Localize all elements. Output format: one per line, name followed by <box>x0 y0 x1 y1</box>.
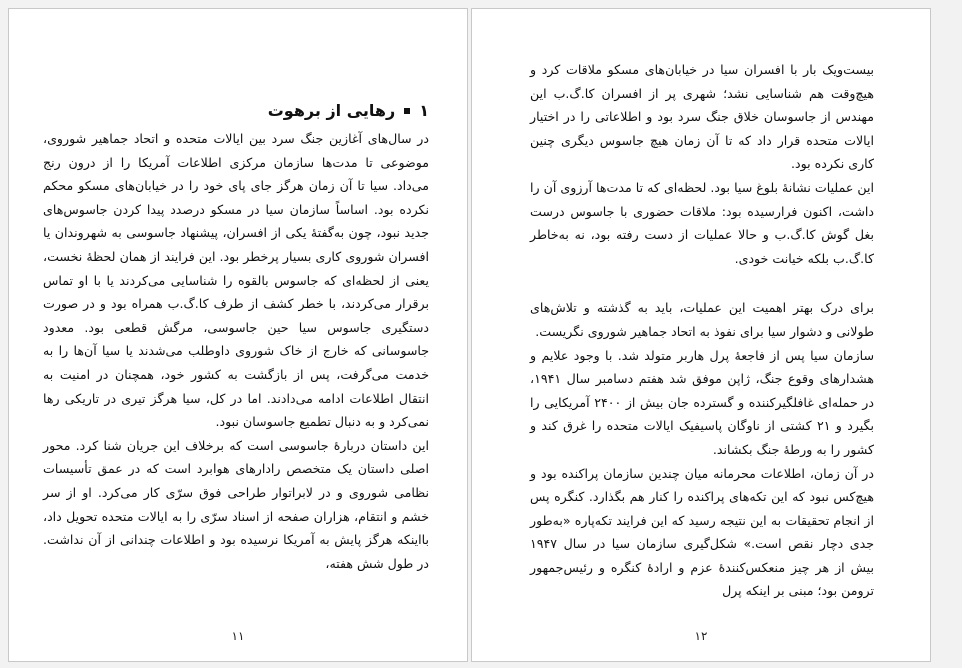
chapter-heading <box>43 95 429 127</box>
chapter-bullet-icon <box>404 108 410 114</box>
page-right-content <box>530 58 874 603</box>
page-left <box>8 8 468 662</box>
chapter-title: رهایی از برهوت <box>267 101 396 120</box>
page-number: ۱۲ <box>694 629 708 643</box>
paragraph: این داستان دربارهٔ جاسوسی است که برخلاف این جریان شنا کرد. محور اصلی داستان یک متخصص رادارهای هوابرد است که در عمق تأسیسات نظامی شوروی و در لابراتوار طراحی فوق سرّی کار می‌کرد. او از سر خشم و انتقام، هزاران صفحه از اسناد سرّی را به ایالات متحده تحویل داد، بااینکه هرگز پایش به آمریکا نرسیده بود و اطلاعات چندانی از آن نداشت. در طول شش هفته، <box>43 437 429 571</box>
paragraph: بیست‌ویک بار با افسران سیا در خیابان‌های مسکو ملاقات کرد و هیچ‌وقت هم شناسایی نشد؛ شهری پر از افسران کا.گ.ب این مهندس از جاسوسان خلاق جنگ سرد بود و اطلاعاتی را در اختیار ایالات متحده قرار داد که تا آن زمان هیچ جاسوس دیگری چنین کاری نکرده بود. <box>530 62 874 172</box>
paragraph: برای درک بهتر اهمیت این عملیات، باید به گذشته و تلاش‌های طولانی و دشوار سیا برای نفوذ به اتحاد جماهیر شوروی نگریست. <box>530 300 874 339</box>
paragraph: در سال‌های آغازین جنگ سرد بین ایالات متحده و اتحاد جماهیر شوروی، موضوعی تا مدت‌ها سازمان مرکزی اطلاعات آمریکا را از درون رنج می‌داد. سیا تا آن زمان هرگز جای پای خود را در خیابان‌های مسکو محکم نکرده بود. اساساً سازمان سیا در مسکو درصدد پیدا کردن جاسوس‌های جدید نبود، چون به‌گفتهٔ یکی از افسران، پیشنهاد جاسوسی به شهروندان یا افسران شوروی کاری بسیار پرخطر بود. این فرایند از همان لحظهٔ نخست، یعنی از لحظه‌ای که جاسوس بالقوه را شناسایی می‌کردند یا با او تماس برقرار می‌کردند، با خطر کشف از طرف کا.گ.ب همراه بود و در صورت دستگیری جاسوس سیا حین جاسوسی، مرگش قطعی بود. معدود جاسوسانی که خارج از خاک شوروی داوطلب می‌شدند یا سیا آن‌ها را به خدمت می‌گرفت، پس از بازگشت به کشور خود، همچنان در امنیت به انتقال اطلاعات ادامه می‌دادند. اما در کل، سیا هرگز تیری در تاریکی رها نمی‌کرد و به دنبال تطمیع جاسوسان نبود. <box>43 131 429 430</box>
page-right <box>471 8 931 662</box>
chapter-number: ۱ <box>419 101 429 120</box>
paragraph: سازمان سیا پس از فاجعهٔ پرل هاربر متولد شد. با وجود علایم و هشدارهای وقوع جنگ، ژاپن موفق شد هفتم دسامبر سال ۱۹۴۱، در حمله‌ای غافلگیرکننده و گسترده جان بیش از ۲۴۰۰ آمریکایی را بگیرد و ۲۱ کشتی از ناوگان پاسیفیک ایالات متحده را غرق کند و کشور را به ورطهٔ جنگ بکشاند. <box>530 347 875 457</box>
paragraph: این عملیات نشانهٔ بلوغ سیا بود. لحظه‌ای که تا مدت‌ها آرزوی آن را داشت، اکنون فرارسیده بود: ملاقات حضوری با جاسوس درست بغل گوش کا.گ.ب و حالا عملیات از دست رفته بود، نه به‌خاطر کا.گ.ب بلکه خیانت خودی. <box>530 179 874 266</box>
page-left-content <box>43 95 429 575</box>
page-number: ۱۱ <box>231 629 245 643</box>
paragraph: در آن زمان، اطلاعات محرمانه میان چندین سازمان پراکنده بود و هیچ‌کس نبود که این تکه‌های پراکنده را کنار هم بگذارد. کنگره پس از انجام تحقیقات به این نتیجه رسید که این فرایند تکه‌پاره «به‌طور جدی دچار نقص است.» شکل‌گیری سازمان سیا در سال ۱۹۴۷ بیش از هر چیز منعکس‌کنندهٔ عزم و ارادهٔ کنگره و رئیس‌جمهور ترومن بود؛ مبنی بر اینکه پرل <box>530 465 874 599</box>
